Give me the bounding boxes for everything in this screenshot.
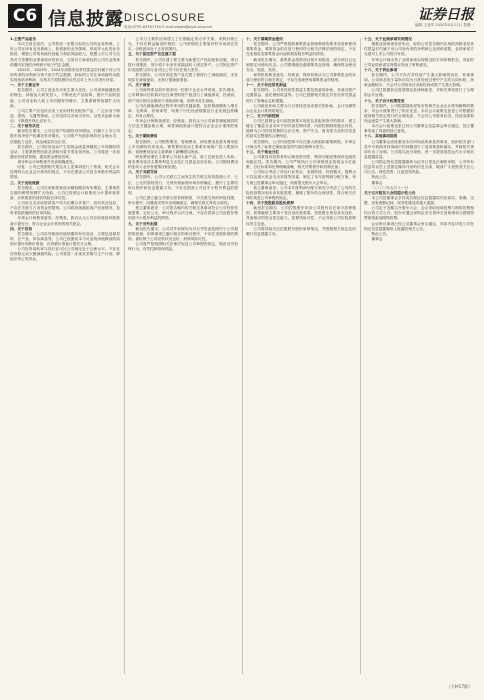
paragraph: 本次会计政策变更已经公司董事会及监事会审议通过，独立董事发表了同意的独立意见。 (364, 124, 474, 134)
section-heading: 三、关于应收账款 (10, 180, 40, 185)
paragraph: 报告期内，公司与关联方之间发生的关联交易均按照公平、公正、公允的原则进行，交易价格参照市场价格确定，履行了必要的审议程序和信息披露义务，不存在损害公司及中小股东利益的情形。 (128, 175, 238, 195)
paragraph: 报告期内，公司根据财政部发布的相关企业会计准则解释的要求，对会计政策进行了相应变更。本次会计政策变更是公司根据财政部相关规定进行的合理变更，不会对公司财务状况、经营成果和现金流量产生重大影响。 (364, 103, 474, 123)
paragraph: 公司指定的信息披露媒体为证券日报及巨潮资讯网，公司所有信息均以在上述指定媒体刊登的信息为准，敬请广大投资者关注公司公告，理性投资，注意投资风险。 (364, 160, 474, 175)
paragraph: 研发费用增长主要系公司加大新产品、新工艺研发投入所致；财务费用变动主要系利息支出及汇兑损益变化所致。公司期间费用的变动与业务发展情况相匹配。 (128, 154, 238, 170)
paragraph: 本次交易完成后，公司将进一步整合标的公司的业务资源，上市公司在现有业务基础上，拓展新的业务领域，形成多元化的业务格局，增强公司的持续经营能力和抗风险能力。根据上市公司与交易对方签署的业绩承诺补偿协议，交易对方承诺标的公司在业绩承诺期内实现的净利润不低于约定金额。 (10, 42, 120, 67)
section-heading: 二、关于财务状况 (10, 124, 40, 129)
section-heading: 十、关于募集资金使用 (246, 37, 283, 41)
column-divider (360, 38, 361, 674)
paragraph: 公司主要产品包括各类工业用材料及配套产品，广泛应用于制造、建筑、交通等领域。公司坚持以市场为导向，以技术创新为驱动，不断提升核心竞争力。 (10, 108, 120, 123)
section-heading: 七、关于期间费用 (128, 134, 158, 139)
paragraph: 公司已按照企业内部控制基本规范及其配套指引的要求，建立健全了覆盖各业务环节的内部控制体系，内部控制制度健全有效，能够为公司经营管理的合法合规、资产安全、财务报告及相关信息的真实完整提供合理保证。 (246, 119, 356, 139)
paragraph: 报告期内，公司在建工程主要为新建生产线及配套设施，项目按计划推进，预计将于未来年度陆续转入固定资产。公司固定资产折旧政策与同行业可比公司不存在重大差异。 (128, 57, 238, 72)
paragraph: 公司已根据诉讼进展情况及律师意见，对相关事项进行了合理的会计处理。 (364, 88, 474, 98)
section-title-en: DISCLOSURE (124, 12, 206, 24)
paragraph: 公司董事会高度重视本次问询函所涉及的事项，组织相关部门及中介机构对问询函中的问题进行了逐项核查和落实，并就相关事项作出了说明。公司将以此为契机，进一步提高规范运作水平和信息披露质量。 (364, 139, 474, 159)
column-divider (124, 38, 125, 674)
section-heading: 十七、关于会计政策变更 (364, 98, 405, 103)
section-heading: 十三、关于现金分红 (246, 149, 280, 154)
text-column-1 (10, 37, 120, 677)
text-column-4 (364, 37, 474, 677)
paragraph: 本公司及董事会全体成员保证信息披露的内容真实、准确、完整，没有虚假记载、误导性陈述或重大遗漏。 (364, 195, 474, 205)
paragraph: 特此公告。 (371, 175, 390, 180)
masthead-logo: 证券日报 (418, 7, 474, 23)
section-heading: 十六、关于诉讼事项 (364, 67, 398, 72)
paragraph: 公司综合考虑了所处行业特点、发展阶段、经营模式、盈利水平以及重大资金支出安排等因素，制定了本年度利润分配方案，该方案已经董事会审议通过，尚需提交股东大会审议。 (246, 170, 356, 185)
paragraph: 报告期内，公司销售费用、管理费用、研发费用及财务费用较上年同期均有所变动。销售费用变动主要系市场推广投入增加所致；管理费用变动主要系职工薪酬增加所致。 (128, 139, 238, 154)
paragraph: 董事会 (371, 180, 383, 185)
paragraph: 公司前五名应收账款客户均为长期合作客户，信用状况良好，不存在关联方占用资金的情形。公司将持续跟踪客户经营情况，及时采取措施防范信用风险。 (10, 201, 120, 216)
paragraph: 回复：公司已按照相关规定对上述事项进行了核查，相关会计处理符合企业会计准则的规定，不存在损害公司及全体股东利益的情形。 (10, 165, 120, 180)
section-heading: 十四、关于控股股东股份质押 (246, 201, 294, 205)
section-title: 信息披露 (48, 9, 124, 30)
paragraph: 会议审议事项已经公司董事会审议通过，具体内容详见公司在指定信息披露媒体上披露的相关公告。 (364, 221, 474, 231)
paragraph: 截至报告期末，公司对外担保均为对合并报表范围内子公司提供的担保，担保事项已履行相应的审议程序，不存在违规担保的情形。被担保子公司经营状况良好，担保风险可控。 (128, 226, 238, 241)
paragraph: 公司在减值测试过程中采用的关键参数，包括预测期收入增长率、毛利率、折现率等，均基于历史经营数据及行业发展趋势确定，具有合理性。 (128, 103, 238, 118)
paragraph: 截至报告期末，公司总资产较期初有所增加，归属于上市公司股东的净资产较期初有所增长。公司资产负债率保持在合理水平，偿债能力良好，现金流量状况正常。 (10, 129, 120, 144)
paragraph: 报告期内，公司严格按照募集资金管理制度的要求存放和使用募集资金，募集资金的存放与使用符合相关法律法规的规定，不存在变相改变募集资金用途和损害股东利益的情形。 (246, 42, 356, 57)
paragraph: 公司商誉系以前年度非同一控制下企业合并形成。报告期末，公司聘请评估机构对包含商誉的资产组进行了减值测试，经测试，资产组可收回金额高于其账面价值，商誉未发生减值。 (128, 88, 238, 103)
paragraph: 公司定于近期召开股东大会，会议采取现场投票与网络投票相结合的方式召开。股东可通过深圳证券交易所交易系统和互联网投票系统参加网络投票。 (364, 206, 474, 221)
section-heading: 十一、关于非经常性损益 (246, 83, 287, 88)
paragraph: 报告期内，公司非经常性损益主要包括政府补助、非流动资产处置损益、委托理财收益等。公司已按照相关规定对非经常性损益进行了准确认定和披露。 (246, 88, 356, 103)
column-divider (242, 38, 243, 674)
section-heading: 一、关于主营业务 (10, 83, 40, 88)
section-heading: 六、关于商誉 (128, 83, 151, 88)
continued-label: （下转C7版） (446, 684, 472, 689)
header-rule (8, 31, 476, 32)
paragraph: 独立董事意见：公司本年度利润分配方案充分考虑了公司的实际经营情况和未来发展需要，兼顾了股东的合理回报，符合相关法律法规及公司章程的规定。 (246, 185, 356, 200)
section-heading: 九、关于对外担保 (128, 221, 158, 226)
paragraph: 报告期末，公司应收账款账面余额较期初有所增加，主要系报告期内销售规模扩大所致。公司已按照会计政策充分计提坏账准备，应收账款的回收风险总体可控。 (10, 185, 120, 200)
contact-line: 电话:0755-83501750 E-mail:zqsbs@zqrb.sina.net (124, 25, 212, 29)
paragraph: 公司与主要供应商建立了长期稳定的合作关系，采购价格公允，不存在利益输送的情形。公司采购的主要原材料市场供应充足，价格波动处于正常范围内。 (128, 37, 238, 52)
paragraph: 2022年、2023年、2024年扣除非经常性损益后归属于母公司所有者的净利润分别不低于约定数额，如标的公司在承诺期内未能实现承诺净利润，交易对方将按照协议约定对上市公司进行补偿。 (10, 67, 120, 82)
paragraph: 二〇二〇年五月十一日 (371, 185, 409, 190)
paragraph: 年审会计师出具了业绩承诺实现情况的专项审核报告，对标的公司业绩承诺实现情况发表了审核意见。 (364, 57, 474, 67)
page-header (8, 4, 476, 34)
paragraph: 请年审会计师核查并发表明确意见。 (17, 160, 77, 164)
paragraph: 公司存货周转率与同行业可比公司相比处于合理水平，不存在存货积压或大额减值风险。公司将进一步优化采购与生产计划，降低存货占用资金。 (10, 247, 120, 262)
section-heading: 十八、其他事项说明 (364, 134, 398, 139)
text-column-3 (246, 37, 356, 677)
paragraph: 报告期内，公司不存在对经营产生重大影响的诉讼、仲裁事项。公司涉及的少量诉讼均为日常经营过程中产生的合同纠纷，涉案金额较小，不会对公司财务状况和经营成果产生重大影响。 (364, 72, 474, 88)
section-heading: 四、关于存货 (10, 226, 33, 231)
section-heading: 五、关于固定资产及在建工程 (128, 52, 176, 57)
paragraph: 年审会计师核查意见：经核查，我们认为公司商誉减值测试的方法及关键参数合理，商誉减值准备计提符合企业会计准则的规定。 (128, 119, 238, 134)
section-heading: 关于召开股东大会的提示性公告 (364, 190, 416, 195)
section-heading: 十二、关于内部控制 (246, 113, 280, 118)
paragraph: 报告期内，公司经营活动产生的现金流量净额较上年同期有所变动，主要系销售回款及采购付款节奏变化所致。公司将进一步加强应收账款管理，提高资金使用效率。 (10, 144, 120, 159)
section-heading: 十五、关于业绩承诺实现情况 (364, 37, 412, 41)
paragraph: 公司已建立健全关联交易管理制度，对关联交易的审批权限、审议程序、回避表决等作出明确规定，确保关联交易的合规性。 (128, 195, 238, 205)
paragraph: 报告期内，公司内部控制不存在重大缺陷和重要缺陷。年审会计师出具了标准无保留意见的内部控制审计报告。 (246, 139, 356, 149)
paragraph: 公司将严格按照相关法律法规及公司章程的规定，规范对外担保行为，有效控制担保风险。 (128, 242, 238, 252)
text-column-2 (128, 37, 238, 677)
paragraph: 独立董事意见：公司报告期内的关联交易事项符合公司经营发展需要，定价公允，审议程序合法合规，不存在损害公司及股东特别是中小股东利益的情形。 (128, 206, 238, 221)
paragraph: 年审会计师核查意见：经核查，我们认为公司应收账款坏账准备计提充分，符合企业会计准则的相关规定。 (10, 216, 120, 226)
paragraph: 公司政府补助主要为与日常经营活动相关的补助，会计处理符合企业会计准则的规定。 (246, 103, 356, 113)
paragraph: 报告期内，公司主营业务未发生重大变化。公司秉承稳健经营的理念，持续加大研发投入，不断优化产品结构，提升产品附加值，公司营业收入较上年同期有所增长，主要系销售规模扩大所致。 (10, 88, 120, 108)
paragraph: 截至报告期末，公司控股股东所持公司股份存在部分质押情形，质押融资主要用于其自身经营需要。控股股东资信状况良好，具备相应的资金偿还能力，质押风险可控，不会导致公司实际控制权发生变更。 (246, 206, 356, 226)
section-heading: 八、关于关联交易 (128, 170, 158, 175)
paragraph: 报告期末，公司存货账面价值较期初有所变动，主要包括原材料、在产品、库存商品等。公司已按照成本与可变现净值孰低的原则计提存货跌价准备，存货跌价准备计提充分合理。 (10, 231, 120, 246)
paragraph: 保荐机构核查意见：经核查，保荐机构认为公司募集资金的存放与使用符合相关规定，不存在违规使用募集资金的情形。 (246, 72, 356, 82)
date-line: 编辑 王尧华 2020年5月11日 星期一 (415, 23, 474, 27)
section-heading: 1.主要产品报告 (10, 37, 37, 41)
paragraph: 董事会 (371, 236, 383, 241)
paragraph: 报告期末，公司对固定资产及在建工程进行了减值测试，未发现存在减值迹象，无需计提减值准备。 (128, 72, 238, 82)
paragraph: 特此公告。 (371, 231, 390, 236)
paragraph: 截至报告期末，募集资金投资项目按计划推进，部分项目已达到预定可使用状态。公司将继续加强募集资金管理，确保资金使用安全、规范、高效。 (246, 57, 356, 72)
page-number: C6 (8, 4, 42, 28)
paragraph: 公司重视对投资者的合理投资回报，利润分配政策保持连续性和稳定性。报告期内，公司严格执行公司章程规定的现金分红政策，分红标准和比例明确清晰，相关决策程序和机制完备。 (246, 154, 356, 170)
paragraph: 公司将持续关注控股股东股份质押情况，并按照相关规定及时履行信息披露义务。 (246, 226, 356, 236)
paragraph: 根据业绩承诺补偿协议，标的公司报告期内实现的扣除非经常性损益后归属于母公司所有者的净利润已达到承诺数，业绩承诺方无需对上市公司进行补偿。 (364, 42, 474, 57)
